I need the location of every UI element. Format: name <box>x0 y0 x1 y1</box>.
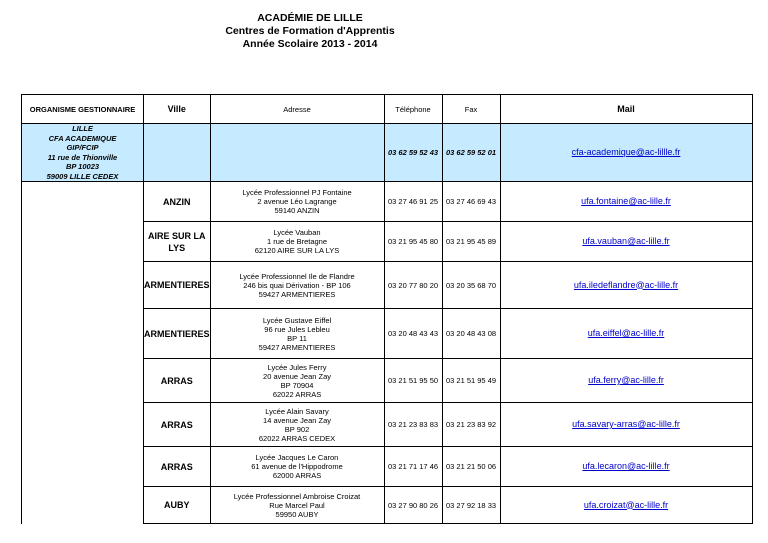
mail-link[interactable]: ufa.ferry@ac-lille.fr <box>500 359 752 403</box>
fax-cell: 03 20 35 68 70 <box>442 262 500 309</box>
organisme-line: CFA ACADEMIQUE <box>48 133 117 143</box>
col-header-ville: Ville <box>144 95 211 124</box>
table-row <box>22 222 753 262</box>
adresse-line: BP 11 <box>287 333 307 343</box>
organisme-line: 59009 LILLE CEDEX <box>46 171 119 181</box>
organisme-line: BP 10023 <box>65 162 100 171</box>
telephone-cell: 03 62 59 52 43 <box>384 124 442 182</box>
ville-cell: ARRAS <box>144 403 211 447</box>
adresse-line: 62022 ARRAS <box>272 389 322 399</box>
organisme-cell <box>22 262 144 309</box>
mail-link[interactable]: ufa.lecaron@ac-lille.fr <box>500 447 752 487</box>
ville-cell: AIRE SUR LA LYS <box>144 222 211 262</box>
adresse-line: 246 bis quai Dérivation - BP 106 <box>243 280 351 290</box>
telephone-cell: 03 21 95 45 80 <box>384 222 442 262</box>
adresse-cell <box>210 447 384 487</box>
organisme-line: LILLE <box>72 124 93 133</box>
mail-link[interactable]: cfa-academique@ac-lillle.fr <box>500 124 752 182</box>
ville-cell: ARMENTIERES <box>144 309 211 359</box>
telephone-cell: 03 20 77 80 20 <box>384 262 442 309</box>
mail-link[interactable]: ufa.iledeflandre@ac-lille.fr <box>500 262 752 309</box>
table-row <box>22 182 753 222</box>
ville-cell <box>144 124 211 182</box>
adresse-line: BP 902 <box>284 424 310 434</box>
adresse-cell <box>210 262 384 309</box>
table-row <box>22 447 753 487</box>
col-header-mail: Mail <box>500 95 752 124</box>
mail-link[interactable]: ufa.savary-arras@ac-lille.fr <box>500 403 752 447</box>
telephone-cell: 03 21 23 83 83 <box>384 403 442 447</box>
fax-cell: 03 27 92 18 33 <box>442 487 500 524</box>
adresse-line: 62120 AIRE SUR LA LYS <box>254 246 340 255</box>
adresse-cell <box>210 487 384 524</box>
header-subtitle: Centres de Formation d'Apprentis <box>225 25 395 37</box>
table-row <box>22 403 753 447</box>
table-row <box>22 309 753 359</box>
adresse-line: Lycée Jacques Le Caron <box>255 453 339 462</box>
adresse-line: 96 rue Jules Lebleu <box>264 324 330 334</box>
adresse-line: Lycée Gustave Eiffel <box>262 315 332 325</box>
organisme-cell <box>22 124 144 182</box>
telephone-cell: 03 27 90 80 26 <box>384 487 442 524</box>
telephone-cell: 03 21 71 17 46 <box>384 447 442 487</box>
adresse-line: Lycée Vauban <box>273 228 321 237</box>
organisme-line: 11 rue de Thionville <box>47 152 118 162</box>
fax-cell: 03 27 46 69 43 <box>442 182 500 222</box>
col-header-adresse: Adresse <box>210 95 384 124</box>
adresse-cell <box>210 403 384 447</box>
ville-cell: ARMENTIERES <box>144 262 211 309</box>
ville-cell: AUBY <box>144 487 211 524</box>
adresse-cell <box>210 359 384 403</box>
adresse-line: 62000 ARRAS <box>272 471 322 480</box>
header-year: Année Scolaire 2013 - 2014 <box>242 38 378 50</box>
table-row <box>22 359 753 403</box>
organisme-line: GIP/FCIP <box>66 143 99 152</box>
adresse-line: 59427 ARMENTIERES <box>258 289 336 299</box>
adresse-line: 14 avenue Jean Zay <box>263 415 331 425</box>
adresse-cell <box>210 309 384 359</box>
adresse-cell <box>210 182 384 222</box>
organisme-cell <box>22 403 144 447</box>
adresse-line: Lycée Professionnel PJ Fontaine <box>242 188 352 197</box>
table-header-row <box>22 95 753 124</box>
ville-cell: ARRAS <box>144 359 211 403</box>
col-header-telephone: Téléphone <box>384 95 442 124</box>
ville-cell: ANZIN <box>144 182 211 222</box>
organisme-cell <box>22 222 144 262</box>
table-row-organisme <box>22 124 753 182</box>
mail-link[interactable]: ufa.fontaine@ac-lille.fr <box>500 182 752 222</box>
cfa-table <box>21 94 753 524</box>
adresse-line: Lycée Jules Ferry <box>267 362 327 372</box>
adresse-line: 62022 ARRAS CEDEX <box>258 433 336 443</box>
adresse-line: BP 70904 <box>280 380 314 390</box>
adresse-line: 2 avenue Léo Lagrange <box>257 197 337 206</box>
adresse-line: 61 avenue de l'Hippodrome <box>251 462 343 471</box>
adresse-line: 59427 ARMENTIERES <box>258 342 336 352</box>
fax-cell: 03 62 59 52 01 <box>442 124 500 182</box>
adresse-line: Lycée Alain Savary <box>265 406 329 416</box>
adresse-line: 59140 ANZIN <box>274 206 320 215</box>
fax-cell: 03 21 21 50 06 <box>442 447 500 487</box>
adresse-line: Lycée Professionnel Ile de Flandre <box>239 271 355 281</box>
adresse-line: Rue Marcel Paul <box>269 500 325 510</box>
mail-link[interactable]: ufa.eiffel@ac-lille.fr <box>500 309 752 359</box>
mail-link[interactable]: ufa.croizat@ac-lille.fr <box>500 487 752 524</box>
ville-cell: ARRAS <box>144 447 211 487</box>
fax-cell: 03 21 51 95 49 <box>442 359 500 403</box>
adresse-line: 20 avenue Jean Zay <box>263 371 331 381</box>
fax-cell: 03 21 23 83 92 <box>442 403 500 447</box>
organisme-cell <box>22 487 144 524</box>
telephone-cell: 03 20 48 43 43 <box>384 309 442 359</box>
adresse-cell <box>210 222 384 262</box>
adresse-line: 1 rue de Bretagne <box>266 237 328 246</box>
header-academie: ACADÉMIE DE LILLE <box>257 12 363 24</box>
adresse-line: 59950 AUBY <box>275 509 319 519</box>
organisme-cell <box>22 309 144 359</box>
table-row <box>22 487 753 524</box>
col-header-organisme: ORGANISME GESTIONNAIRE <box>22 95 144 124</box>
adresse-line: Lycée Professionnel Ambroise Croizat <box>233 491 361 501</box>
telephone-cell: 03 27 46 91 25 <box>384 182 442 222</box>
col-header-fax: Fax <box>442 95 500 124</box>
fax-cell: 03 21 95 45 89 <box>442 222 500 262</box>
fax-cell: 03 20 48 43 08 <box>442 309 500 359</box>
telephone-cell: 03 21 51 95 50 <box>384 359 442 403</box>
table-row <box>22 262 753 309</box>
organisme-cell <box>22 447 144 487</box>
document-header <box>0 12 620 51</box>
adresse-cell <box>210 124 384 182</box>
organisme-cell <box>22 182 144 222</box>
organisme-cell <box>22 359 144 403</box>
mail-link[interactable]: ufa.vauban@ac-lille.fr <box>500 222 752 262</box>
